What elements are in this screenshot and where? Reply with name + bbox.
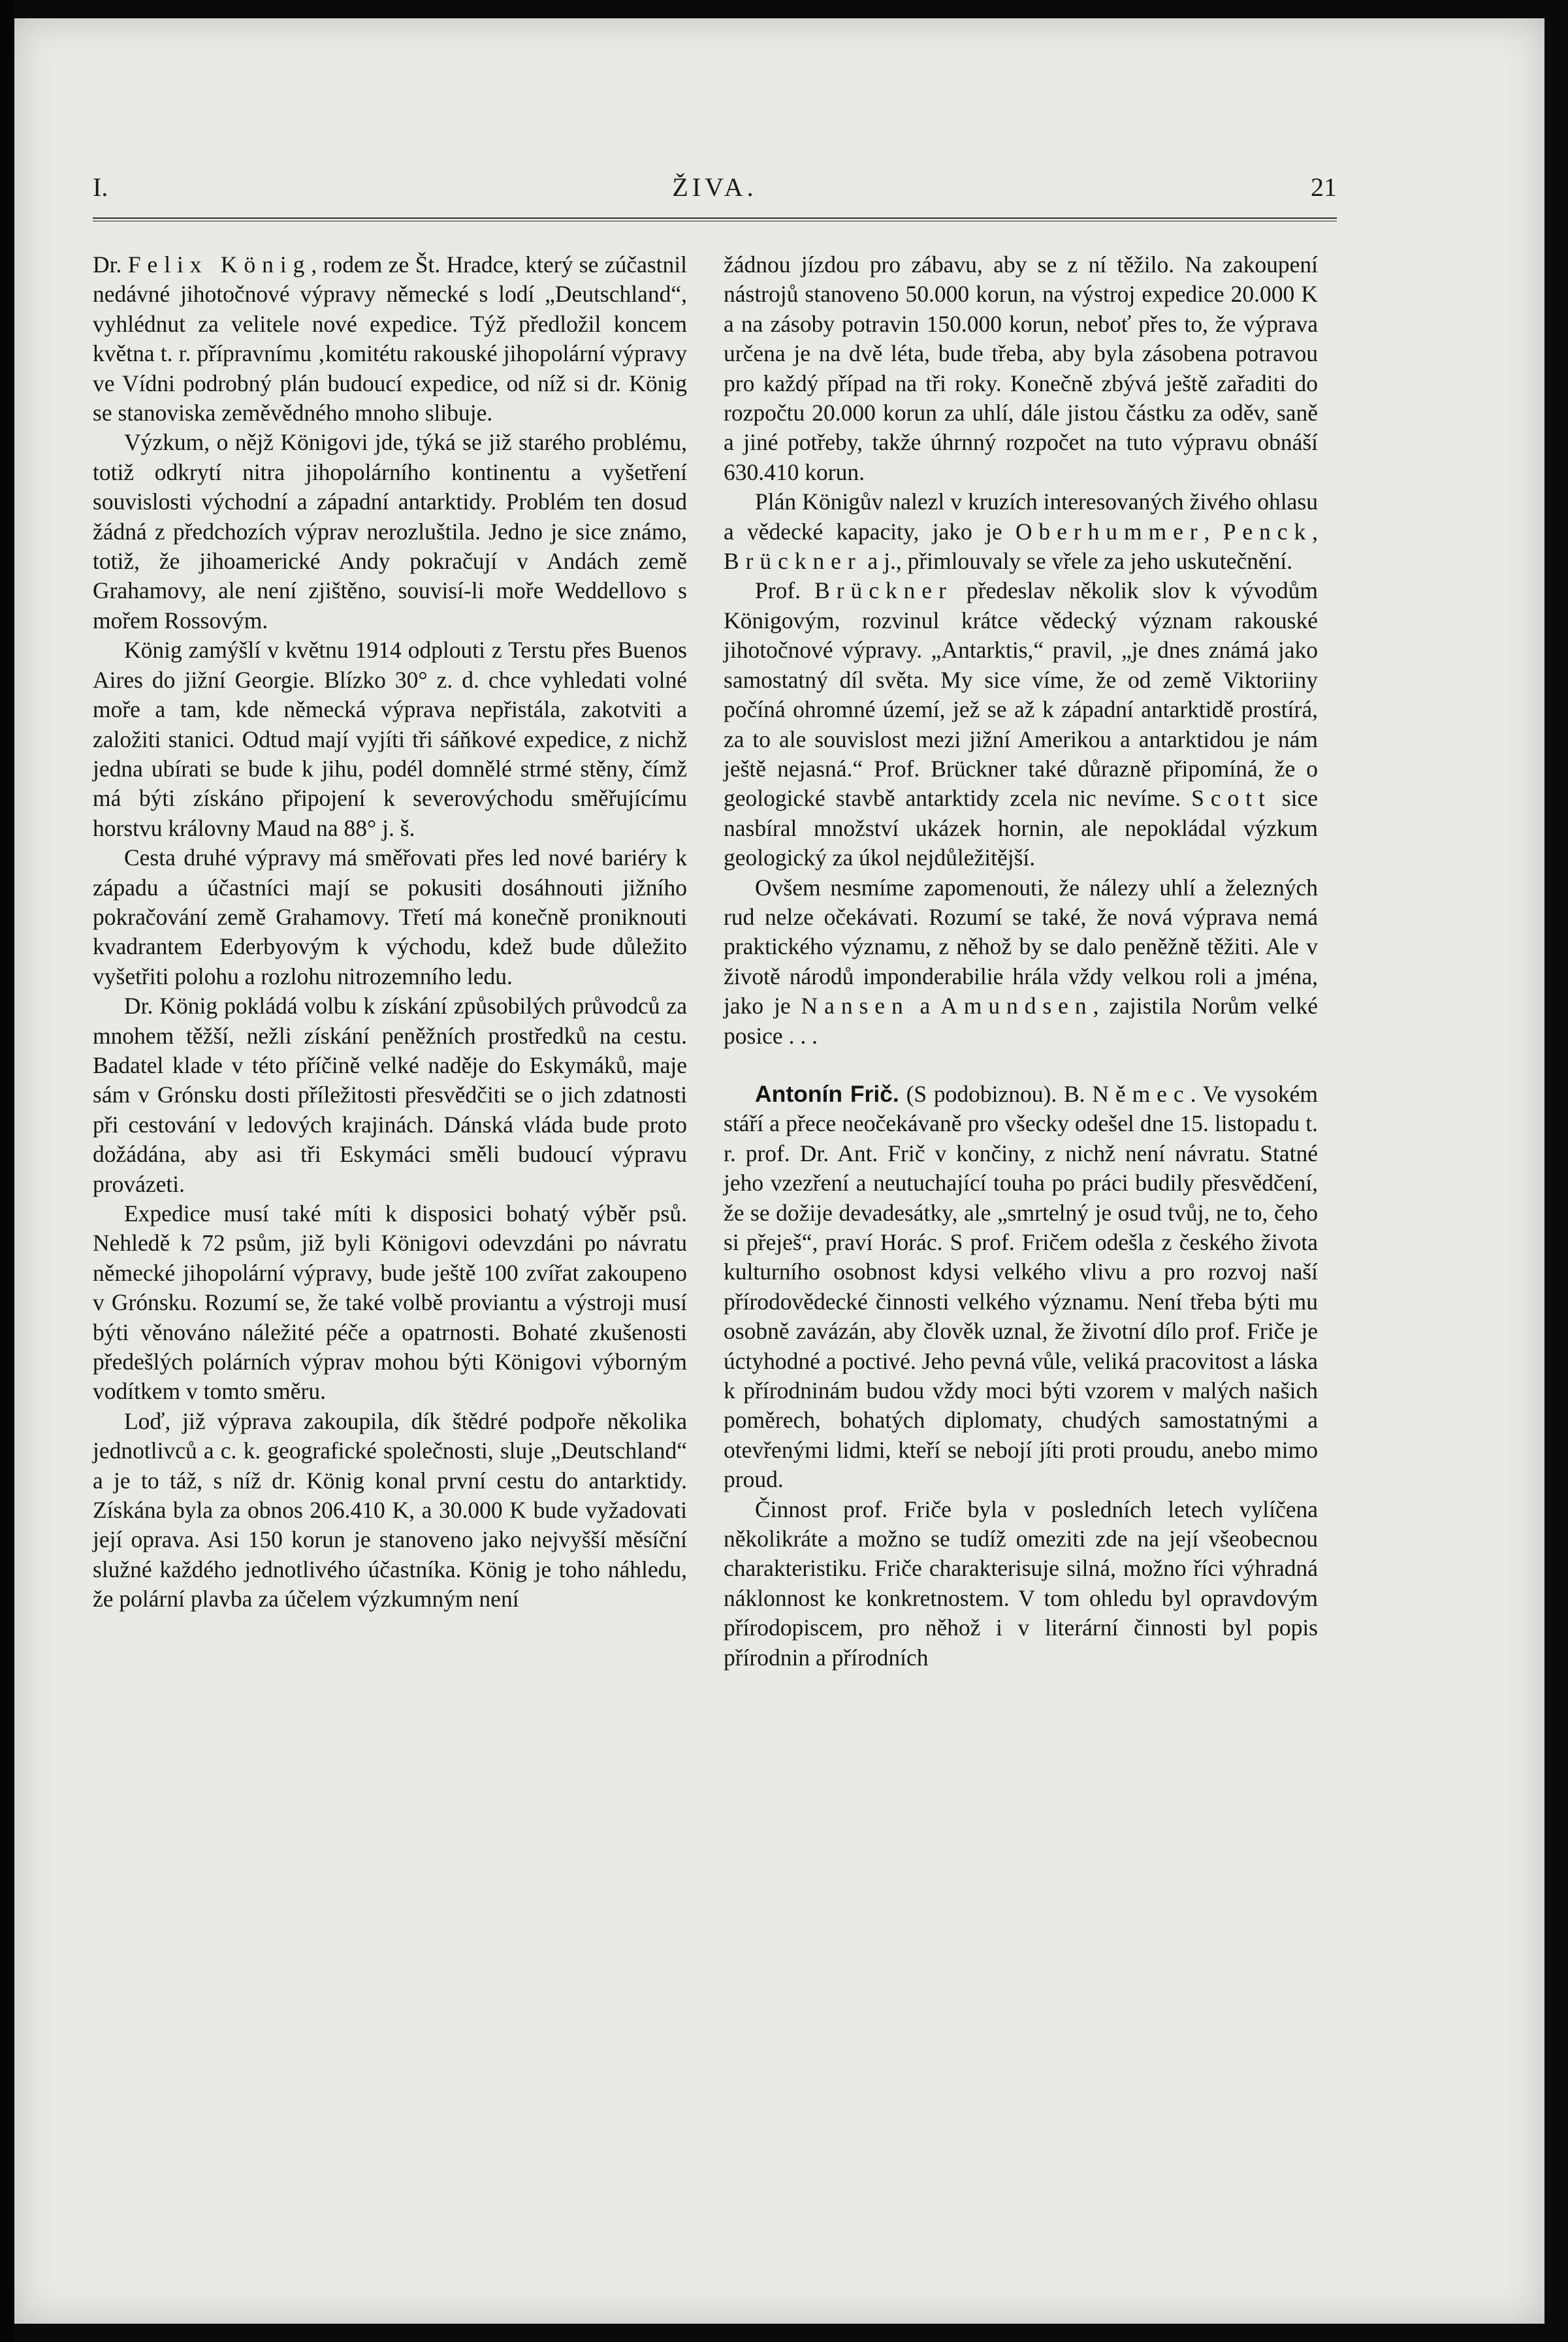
obituary-paragraph: Antonín Frič. (S podobiznou). B. Němec. Ve vysokém stáří a přece neočekávaně pro všecky odešel dne 15. listopadu t. r. prof. Dr. Ant. Frič v končiny, z nichž není návratu. Statné jeho vzezření a neutuchající touha po práci budily přesvědčení, že se dožije devadesátky, ale „smrtelný je osud tvůj, ne to, čeho si přeješ“, praví Horác. S prof. Fričem odešla z českého života kulturního osobnost kdysi velkého vlivu a pro rozvoj naší přírodovědecké činnosti velkého významu. Není třeba býti mu osobně zavázán, aby člověk uznal, že životní dílo prof. Friče je úctyhodné a poctivé. Jeho pevná vůle, veliká pracovitost a láska k přírodninám budou vždy moci býti vzorem v malých našich poměrech, bohatých diplomaty, chudých samostatnými a otevřenými lidmi, kteří se nebojí jíti proti proudu, anebo mimo proud. [724,1080,1318,1493]
paragraph: Dr. Felix König, rodem ze Št. Hradce, který se zúčastnil nedávné jihotočnové výpravy německé s lodí „Deutschland“, vyhlédnut za velitele nové expedice. Týž předložil koncem května t. r. přípravnímu ‚komitétu rakouské jihopolární výpravy ve Vídni podrobný plán budoucí expedice, od níž si dr. König se stanoviska zeměvědného mnoho slibuje. [93,251,687,426]
paragraph: Prof. Brückner předeslav několik slov k vývodům Königovým, rozvinul krátce vědecký význam rakouské jihotočnové výpravy. „Antarktis,“ pravil, „je dnes známá jako samostatný díl světa. My sice víme, že od země Viktoriiny počíná ohromné území, jež se až k západní antarktidě prostírá, za to ale souvislost mezi jižní Amerikou a antarktidou je nám ještě nejasná.“ Prof. Brückner také důrazně připomíná, že o geologické stavbě antarktidy zcela nic nevíme. Scott sice nasbíral množství ukázek hornin, ale nepokládal výzkum geologický za úkol nejdůležitější. [724,577,1318,871]
spaced-name: Brückner [814,577,953,604]
paragraph: König zamýšlí v květnu 1914 odplouti z Terstu přes Buenos Aires do jižní Georgie. Blízko 30° z. d. chce vyhledati volné moře a tam, kde německá výprava nepřistála, zakotviti a založiti stanici. Odtud mají vyjíti tři sáňkové expedice, z nichž jedna ubírati se bude k jihu, podél domnělé strmé stěny, čímž má býti získáno připojení k severovýchodu směřujícímu horstvu královny Maud na 88° j. š. [93,637,687,841]
paragraph: Činnost prof. Friče byla v posledních letech vylíčena několikráte a možno se tudíž omeziti zde na její všeobecnou charakteristiku. Friče charakterisuje silná, možno říci výhradná náklonnost ke konkretnostem. V tom ohledu byl opravdovým přírodopiscem, pro něhož i v literární činnosti byl popis přírodnin a přírodních [724,1496,1318,1671]
running-header [93,172,1337,211]
paragraph: Výzkum, o nějž Königovi jde, týká se již starého problému, totiž odkrytí nitra jihopolárního kontinentu a vyšetření souvislosti východní a západní antarktidy. Problém ten dosud žádná z předchozích výprav nerozluštila. Jedno je sice známo, totiž, že jihoamerické Andy pokračují v Andách země Grahamovy, ale není zjištěno, souvisí-li moře Weddellovo s mořem Rossovým. [93,429,687,634]
spaced-name: Oberhummer [1015,518,1204,545]
paragraph: Loď, již výprava zakoupila, dík štědré podpoře několika jednotlivců a c. k. geografické společnosti, sluje „Deutschland“ a je to táž, s níž dr. König konal první cestu do antarktidy. Získána byla za obnos 206.410 K, a 30.000 K bude vyžadovati její oprava. Asi 150 korun je stanoveno jako nejvyšší měsíční služné každého jednotlivého účastníka. König je toho náhledu, že polární plavba za účelem výzkumným není [93,1407,687,1612]
spaced-name: Scott [1191,785,1272,812]
spaced-name: Nansen [801,993,910,1019]
paragraph: Dr. König pokládá volbu k získání způsobilých průvodců za mnohem těžší, nežli získání peněžních prostředků na cestu. Badatel klade v této příčině velké naděje do Eskymáků, maje sám v Grónsku dosti příležitosti přesvědčiti se o jich zdatnosti při cestování v ledových krajinách. Dánská vláda bude proto dožádána, aby asi tři Eskymáci směli budoucí výpravu provázeti. [93,993,687,1197]
scan-edge [0,0,14,2342]
header-rule [93,217,1337,221]
author-name: Němec [1092,1080,1191,1107]
paragraph: Plán Königův nalezl v kruzích interesovaných živého ohlasu a vědecké kapacity, jako je Oberhummer, Penck, Brückner a j., přimlouvaly se vřele za jeho uskutečnění. [724,489,1319,575]
volume-number: I. [93,172,108,202]
paragraph: Ovšem nesmíme zapomenouti, že nálezy uhlí a železných rud nelze očekávati. Rozumí se také, že nová výprava nemá praktického významu, z něhož by se dalo peněžně těžiti. Ale v životě národů imponderabilie hrála vždy velkou roli a jména, jako je Nansen a Amundsen, zajistila Norům velké posice . . . [724,874,1318,1049]
paragraph: žádnou jízdou pro zábavu, aby se z ní těžilo. Na zakoupení nástrojů stanoveno 50.000 korun, na výstroj expedice 20.000 K a na zásoby potravin 150.000 korun, neboť přes to, že výprava určena je na dvě léta, bude třeba, aby byla zásobena potravou pro každý případ na tři roky. Konečně zbývá ještě zařaditi do rozpočtu 20.000 korun za uhlí, dále jistou částku za oděv, saně a jiné potřeby, takže úhrnný rozpočet na tuto výpravu obnáší 630.410 korun. [724,251,1318,485]
paragraph: Expedice musí také míti k disposici bohatý výběr psů. Nehledě k 72 psům, již byli Königovi odevzdáni po návratu německé jihopolární výpravy, bude ještě 100 zvířat zakoupeno v Grónsku. Rozumí se, že také volbě proviantu a výstroji musí býti věnováno náležité péče a opatrnosti. Bohaté zkušenosti předešlých polárních výprav mohou býti Königovi výborným vodítkem v tomto směru. [93,1200,687,1405]
spaced-name: Brückner [724,548,862,575]
spaced-name: Penck [1223,518,1313,545]
right-column [724,250,1318,2209]
spaced-name: Felix König [127,251,312,278]
left-column [93,250,687,2209]
paragraph: Cesta druhé výpravy má směřovati přes led nové bariéry k západu a účastníci mají se pokusiti dosáhnouti jižního pokračování země Grahamovy. Třetí má konečně proniknouti kvadrantem Ederbyovým k východu, kdež bude důležito vyšetřiti polohu a rozlohu nitrozemního ledu. [93,844,687,989]
obituary-title: Antonín Frič. [755,1080,899,1107]
page-number: 21 [1311,172,1337,202]
journal-title: ŽIVA. [672,172,758,202]
spaced-name: Amundsen [940,993,1093,1019]
page [14,18,1544,2324]
